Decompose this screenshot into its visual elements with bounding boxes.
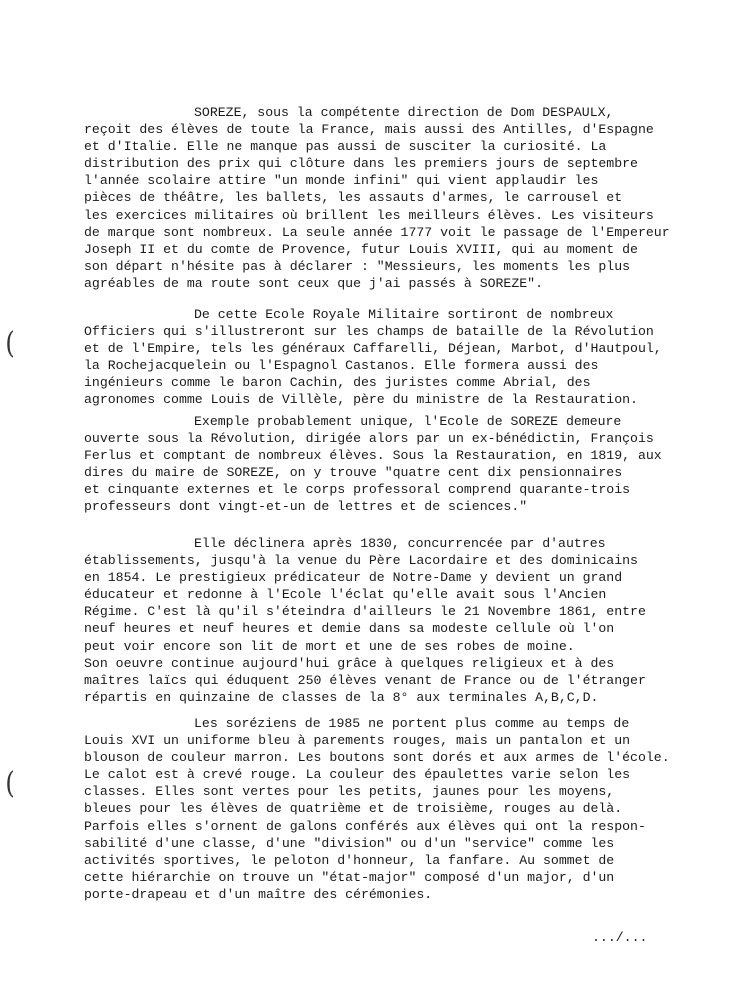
text-line: SOREZE, sous la compétente direction de Dom DESPAULX, xyxy=(194,105,614,120)
text-line: professeurs dont vingt-et-un de lettres et de sciences." xyxy=(84,499,528,515)
text-line: pièces de théâtre, les ballets, les assauts d'armes, le carrousel et xyxy=(84,190,623,206)
text-line: activités sportives, le peloton d'honneur, la fanfare. Au sommet de xyxy=(84,852,615,868)
text-line: agréables de ma route sont ceux que j'ai passés à SOREZE". xyxy=(84,275,543,291)
text-line: son départ n'hésite pas à déclarer : "Messieurs, les moments les plus xyxy=(84,258,631,274)
text-line: l'année scolaire attire "un monde infini" qui vient applaudir les xyxy=(84,173,599,189)
text-line: agronomes comme Louis de Villèle, père du ministre de la Restauration. xyxy=(84,392,638,408)
paragraph-2 xyxy=(84,306,704,409)
text-line: Joseph II et du comte de Provence, futur Louis XVIII, qui au moment de xyxy=(84,241,638,257)
text-line: Louis XVI un uniforme bleu à parements rouges, mais un pantalon et un xyxy=(84,733,631,749)
text-line: Son oeuvre continue aujourd'hui grâce à quelques religieux et à des xyxy=(84,655,615,671)
text-line: blouson de couleur marron. Les boutons sont dorés et aux armes de l'école. xyxy=(84,750,670,766)
text-line: et de l'Empire, tels les généraux Caffarelli, Déjean, Marbot, d'Hautpoul, xyxy=(84,341,662,357)
text-line: distribution des prix qui clôture dans les premiers jours de septembre xyxy=(84,156,638,172)
text-line: bleues pour les élèves de quatrième et de troisième, rouges au delà. xyxy=(84,801,623,817)
text-line: De cette Ecole Royale Militaire sortiront de nombreux xyxy=(194,307,614,322)
text-line: dires du maire de SOREZE, on y trouve "quatre cent dix pensionnaires xyxy=(84,465,623,481)
text-line: reçoit des élèves de toute la France, mais aussi des Antilles, d'Espagne xyxy=(84,122,654,138)
text-line: ouverte sous la Révolution, dirigée alors par un ex-bénédictin, François xyxy=(84,431,654,447)
text-line: et d'Italie. Elle ne manque pas aussi de susciter la curiosité. La xyxy=(84,139,607,155)
text-line: Régime. C'est là qu'il s'éteindra d'ailleurs le 21 Novembre 1861, entre xyxy=(84,604,646,620)
text-line: maîtres laïcs qui éduquent 250 élèves venant de France ou de l'étranger xyxy=(84,672,646,688)
paragraph-5 xyxy=(84,715,704,903)
text-line: cette hiérarchie on trouve un "état-major" composé d'un major, d'un xyxy=(84,869,615,885)
text-line: établissements, jusqu'à la venue du Père Lacordaire et des dominicains xyxy=(84,553,638,569)
text-line: Parfois elles s'ornent de galons conférés aux élèves qui ont la respon- xyxy=(84,818,646,834)
text-line: Elle déclinera après 1830, concurrencée par d'autres xyxy=(194,536,606,551)
text-line: et cinquante externes et le corps professoral comprend quarante-trois xyxy=(84,482,631,498)
text-line: répartis en quinzaine de classes de la 8° aux terminales A,B,C,D. xyxy=(84,689,599,705)
text-line: sabilité d'une classe, d'une "division" ou d'un "service" comme les xyxy=(84,835,615,851)
text-line: Ferlus et comptant de nombreux élèves. Sous la Restauration, en 1819, aux xyxy=(84,448,662,464)
text-line: classes. Elles sont vertes pour les petits, jaunes pour les moyens, xyxy=(84,784,615,800)
paragraph-4 xyxy=(84,535,704,706)
text-line: la Rochejacquelein ou l'Espagnol Castanos. Elle formera aussi des xyxy=(84,358,599,374)
text-line: porte-drapeau et d'un maître des cérémonies. xyxy=(84,886,433,902)
text-line: Officiers qui s'illustreront sur les champs de bataille de la Révolution xyxy=(84,324,654,340)
text-line: Exemple probablement unique, l'Ecole de SOREZE demeure xyxy=(194,414,622,429)
continuation-marker: .../... xyxy=(592,930,648,945)
text-line: peut voir encore son lit de mort et une de ses robes de moine. xyxy=(84,638,575,654)
punch-hole-mark: ( xyxy=(5,326,15,361)
paragraph-1 xyxy=(84,104,704,292)
text-line: en 1854. Le prestigieux prédicateur de Notre-Dame y devient un grand xyxy=(84,570,623,586)
text-line: ingénieurs comme le baron Cachin, des juristes comme Abrial, des xyxy=(84,375,591,391)
text-line: éducateur et redonne à l'Ecole l'éclat qu'elle avait sous l'Ancien xyxy=(84,587,607,603)
paragraph-3 xyxy=(84,413,704,516)
text-line: les exercices militaires où brillent les meilleurs élèves. Les visiteurs xyxy=(84,207,654,223)
text-line: Le calot est à crevé rouge. La couleur des épaulettes varie selon les xyxy=(84,767,631,783)
text-line: Les soréziens de 1985 ne portent plus comme au temps de xyxy=(194,716,630,731)
text-line: neuf heures et neuf heures et demie dans sa modeste cellule où l'on xyxy=(84,621,615,637)
punch-hole-mark: ( xyxy=(5,766,15,801)
text-line: de marque sont nombreux. La seule année 1777 voit le passage de l'Empereur xyxy=(84,224,670,240)
